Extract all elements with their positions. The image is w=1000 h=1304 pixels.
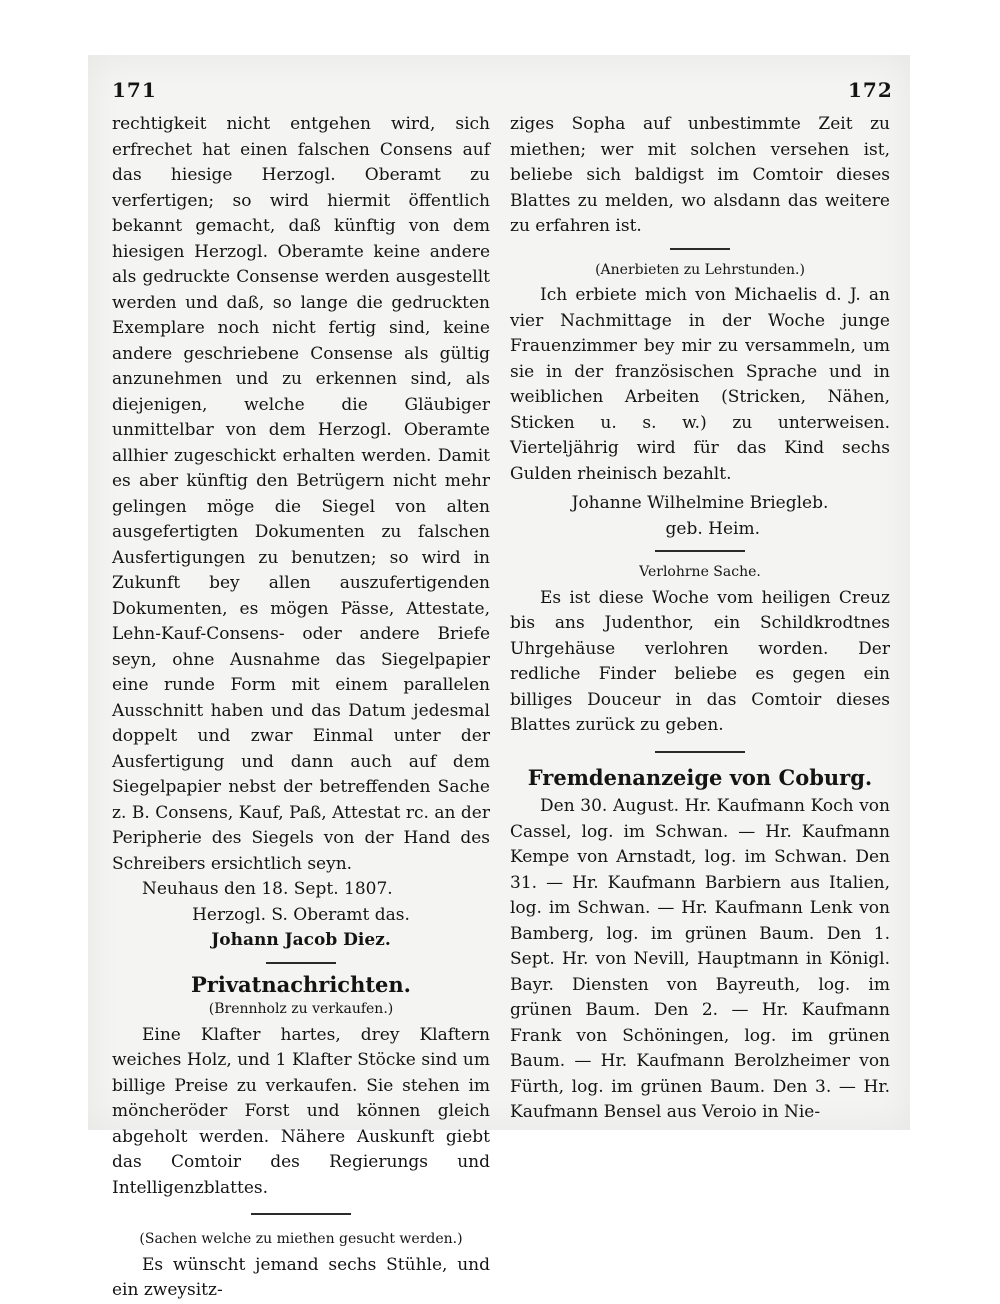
oberamt-notice-body: rechtigkeit nicht entgehen wird, sich erfrechet hat einen falschen Consens auf das hiesige Herzogl. Oberamt zu verfertigen; so wird hiermit öffentlich bekannt gemacht, daß künftig von dem hiesigen Herzogl. Oberamte keine andere als gedruckte Consense werden ausgestellt werden und daß, so lange die gedruckten Exemplare noch nicht fertig sind, keine andere geschriebene Consense als gültig anzunehmen und zu erkennen sind, als diejenigen, welche die Gläubiger unmittelbar von dem Herzogl. Oberamte allhier zugeschickt erhalten werden. Damit es aber künftig den Betrügern nicht mehr gelingen möge die Siegel von alten ausgefertigten Dokumenten zu falschen Ausfertigungen zu benutzen; so wird in Zukunft bey allen auszufertigenden Dokumenten, es mögen Pässe, Attestate, Lehn-Kauf-Consens- oder andere Briefe seyn, ohne Ausnahme das Siegelpapier eine runde Form mit einem parallelen Ausschnitt haben und das Datum jedesmal doppelt und zwar Einmal unter der Ausfertigung und dann auch auf dem Siegelpapier nebst der betreffenden Sache z. B. Consens, Kauf, Paß, Attestat rc. an der Peripherie des Siegels von der Hand des Schreibers ersichtlich seyn. xyxy=(112,114,490,874)
item-divider xyxy=(670,248,730,250)
lessons-signatory-note: geb. Heim. xyxy=(665,518,760,539)
visitors-text: Den 30. August. Hr. Kaufmann Koch von Cassel, log. im Schwan. — Hr. Kaufmann Kempe von Arnstadt, log. im Schwan. Den 31. — Hr. Kaufmann Barbiern aus Italien, log. im Schwan. — Hr. Kaufmann Lenk von Bamberg, log. im grünen Baum. Den 1. Sept. Hr. von Nevill, Hauptmann in Königl. Bayr. Diensten von Bayreuth, log. im grünen Baum. Den 2. — Hr. Kaufmann Frank von Schöningen, log. im grünen Baum. — Hr. Kaufmann Berolzheimer von Fürth, log. im grünen Baum. Den 3. — Hr. Kaufmann Bensel aus Veroio in Nie- xyxy=(510,796,890,1122)
right-column xyxy=(510,112,890,1126)
rent-text-start: Es wünscht jemand sechs Stühle, und ein zweysitz- xyxy=(112,1254,490,1300)
lessons-signatory: Johanne Wilhelmine Briegleb. xyxy=(571,493,829,513)
page-number-left: 171 xyxy=(112,78,157,102)
visitors-heading: Fremdenanzeige von Coburg. xyxy=(527,764,873,790)
left-column xyxy=(112,112,490,1304)
lessons-subheading: (Anerbieten zu Lehrstunden.) xyxy=(595,261,805,278)
notice-date-line: Neuhaus den 18. Sept. 1807. xyxy=(142,879,393,899)
rent-subheading: (Sachen welche zu miethen gesucht werden.) xyxy=(139,1231,463,1247)
firewood-text: Eine Klafter hartes, drey Klaftern weiches Holz, und 1 Klafter Stöcke sind um billige Preise zu verkaufen. Sie stehen im möncheröder Forst und können gleich abgeholt werden. Nähere Auskunft giebt das Comtoir des Regierungs und Intelligenzblattes. xyxy=(112,1024,490,1198)
firewood-subheading: (Brennholz zu verkaufen.) xyxy=(208,1001,394,1017)
item-divider xyxy=(655,550,745,552)
page-number-right: 172 xyxy=(848,78,893,102)
lost-item-subheading: Verlohrne Sache. xyxy=(639,564,761,580)
lost-item-text: Es ist diese Woche vom heiligen Creuz bis ans Judenthor, ein Schildkrodtnes Uhrgehäuse verlohren worden. Der redliche Finder beliebe es gegen ein billiges Douceur in das Comtoir dieses Blattes zurück zu geben. xyxy=(510,587,890,735)
lessons-text: Ich erbiete mich von Michaelis d. J. an vier Nachmittage in der Woche junge Frauenzimmer bey mir zu versammeln, um sie in der französischen Sprache und in weiblichen Arbeiten (Stricken, Nähen, Sticken u. s. w.) zu unterweisen. Vierteljährig wird für das Kind sechs Gulden rheinisch bezahlt. xyxy=(510,285,890,484)
section-divider xyxy=(266,962,336,964)
item-divider xyxy=(251,1213,351,1215)
section-divider xyxy=(655,751,745,753)
rent-text-end: ziges Sopha auf unbestimmte Zeit zu miethen; wer mit solchen versehen ist, beliebe sich baldigst im Comtoir dieses Blattes zu melden, wo alsdann das weitere zu erfahren ist. xyxy=(510,114,890,236)
notice-signatory: Johann Jacob Diez. xyxy=(211,930,391,950)
section-heading-private-news: Privatnachrichten. xyxy=(190,971,411,997)
notice-authority: Herzogl. S. Oberamt das. xyxy=(192,904,410,925)
